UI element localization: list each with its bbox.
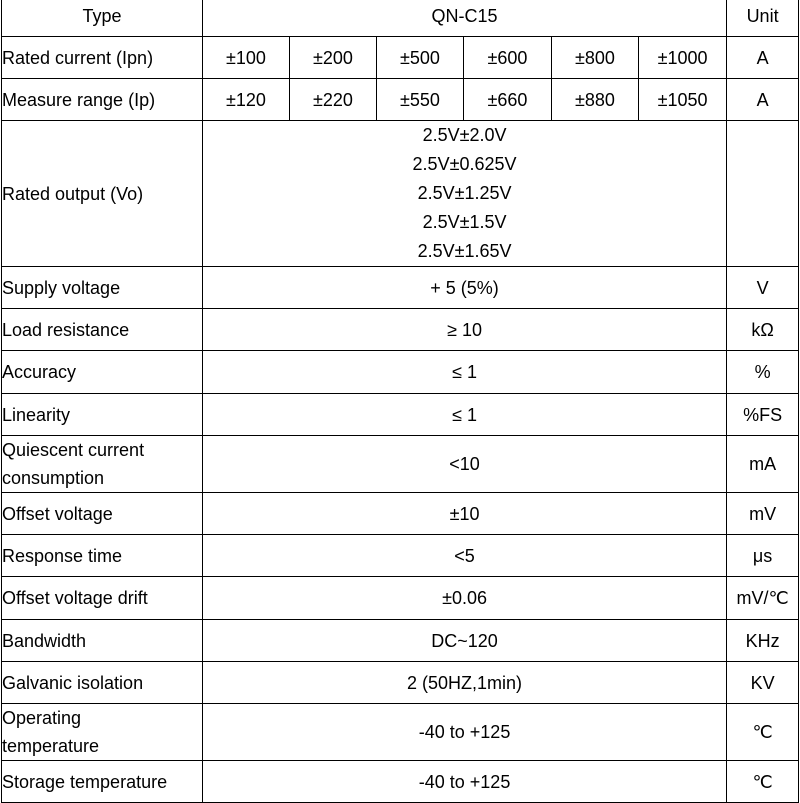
row-label: Storage temperature: [2, 761, 203, 803]
row-unit: %: [727, 351, 799, 394]
rated-current-value: ±1000: [639, 37, 727, 79]
row-label: Measure range (Ip): [2, 79, 203, 121]
row-value: DC~120: [203, 620, 727, 662]
rated-output-value: 2.5V±1.5V: [422, 212, 507, 232]
row-unit: mV: [727, 493, 799, 535]
row-unit: [727, 121, 799, 267]
row-label-line: temperature: [2, 736, 100, 756]
row-value: -40 to +125: [203, 761, 727, 803]
measure-range-value: ±550: [377, 79, 464, 121]
operating-temperature-row: [2, 704, 799, 761]
row-label: Offset voltage drift: [2, 577, 203, 620]
header-row: [2, 0, 799, 37]
bandwidth-row: [2, 620, 799, 662]
row-value: ≥ 10: [203, 309, 727, 351]
measure-range-value: ±220: [290, 79, 377, 121]
quiescent-current-row: [2, 436, 799, 493]
rated-current-value: ±100: [203, 37, 290, 79]
row-label: Accuracy: [2, 351, 203, 394]
measure-range-value: ±660: [464, 79, 552, 121]
row-label-line: consumption: [2, 468, 105, 488]
row-label: Offset voltage: [2, 493, 203, 535]
row-label: Supply voltage: [2, 267, 203, 309]
row-unit: ℃: [727, 761, 799, 803]
row-value: ≤ 1: [203, 351, 727, 394]
measure-range-value: ±1050: [639, 79, 727, 121]
row-unit: V: [727, 267, 799, 309]
rated-output-value: 2.5V±1.25V: [417, 183, 512, 203]
type-header: Type: [2, 0, 203, 37]
row-label: Linearity: [2, 394, 203, 436]
row-value: + 5 (5%): [203, 267, 727, 309]
row-unit: A: [727, 37, 799, 79]
row-unit: KHz: [727, 620, 799, 662]
supply-voltage-row: [2, 267, 799, 309]
rated-current-value: ±800: [552, 37, 639, 79]
row-label: [2, 704, 203, 761]
rated-output-row: [2, 121, 799, 267]
row-value: ±10: [203, 493, 727, 535]
accuracy-row: [2, 351, 799, 394]
row-value: 2 (50HZ,1min): [203, 662, 727, 704]
row-unit: kΩ: [727, 309, 799, 351]
row-label: Rated output (Vo): [2, 121, 203, 267]
row-value: -40 to +125: [203, 704, 727, 761]
row-label: Rated current (Ipn): [2, 37, 203, 79]
model-header: QN-C15: [203, 0, 727, 37]
storage-temperature-row: [2, 761, 799, 803]
measure-range-value: ±880: [552, 79, 639, 121]
row-unit: A: [727, 79, 799, 121]
row-label-line: Quiescent current: [2, 440, 145, 460]
rated-current-value: ±600: [464, 37, 552, 79]
load-resistance-row: [2, 309, 799, 351]
row-unit: ℃: [727, 704, 799, 761]
row-unit: μs: [727, 535, 799, 577]
response-time-row: [2, 535, 799, 577]
row-value: <10: [203, 436, 727, 493]
row-label: [2, 436, 203, 493]
row-unit: mA: [727, 436, 799, 493]
rated-output-values: [203, 121, 727, 267]
row-value: ±0.06: [203, 577, 727, 620]
rated-current-value: ±500: [377, 37, 464, 79]
specification-table: [1, 0, 799, 803]
row-unit: %FS: [727, 394, 799, 436]
row-label-line: Operating: [2, 708, 82, 728]
measure-range-value: ±120: [203, 79, 290, 121]
galvanic-isolation-row: [2, 662, 799, 704]
row-label: Response time: [2, 535, 203, 577]
offset-voltage-row: [2, 493, 799, 535]
row-unit: KV: [727, 662, 799, 704]
row-value: <5: [203, 535, 727, 577]
unit-header: Unit: [727, 0, 799, 37]
rated-current-value: ±200: [290, 37, 377, 79]
row-label: Bandwidth: [2, 620, 203, 662]
offset-voltage-drift-row: [2, 577, 799, 620]
row-label: Load resistance: [2, 309, 203, 351]
rated-output-value: 2.5V±2.0V: [422, 125, 507, 145]
row-unit: mV/℃: [727, 577, 799, 620]
rated-output-value: 2.5V±1.65V: [417, 241, 512, 261]
row-label: Galvanic isolation: [2, 662, 203, 704]
measure-range-row: [2, 79, 799, 121]
rated-current-row: [2, 37, 799, 79]
linearity-row: [2, 394, 799, 436]
row-value: ≤ 1: [203, 394, 727, 436]
rated-output-value: 2.5V±0.625V: [412, 154, 517, 174]
